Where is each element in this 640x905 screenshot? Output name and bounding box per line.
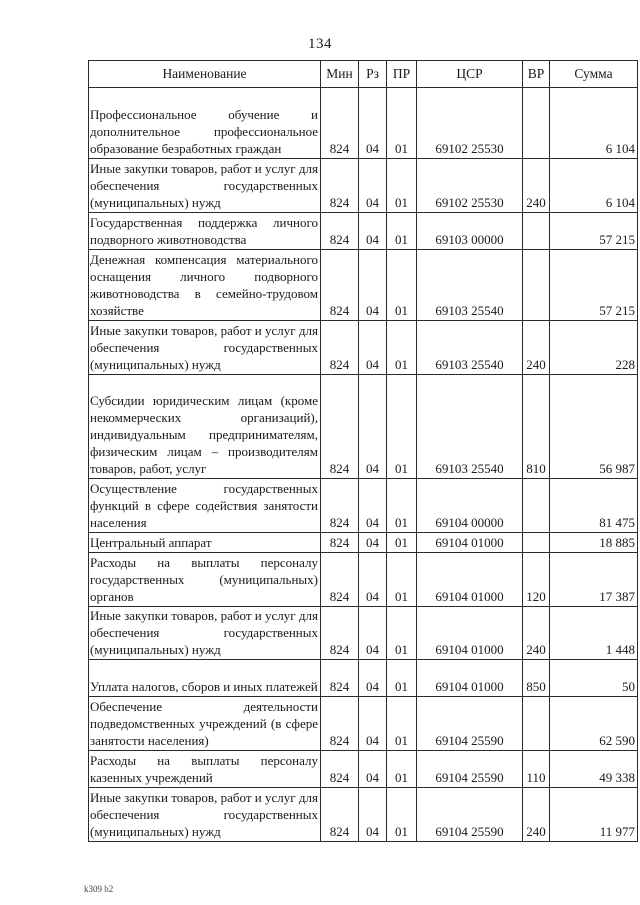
cell-vr [523,213,550,250]
header-sum: Сумма [550,61,638,88]
cell-pr: 01 [387,788,417,842]
cell-pr: 01 [387,660,417,697]
cell-rz: 04 [359,375,387,479]
cell-csr: 69103 00000 [417,213,523,250]
cell-rz: 04 [359,553,387,607]
cell-sum: 57 215 [550,250,638,321]
cell-name: Иные закупки товаров, работ и услуг для обеспечения государственных (муниципальных) нужд [89,159,321,213]
cell-name: Государственная поддержка личного подворного животноводства [89,213,321,250]
cell-rz: 04 [359,697,387,751]
cell-rz: 04 [359,159,387,213]
cell-rz: 04 [359,250,387,321]
cell-min: 824 [321,159,359,213]
table-row [89,213,638,250]
cell-vr: 120 [523,553,550,607]
cell-sum: 50 [550,660,638,697]
cell-csr: 69103 25540 [417,375,523,479]
cell-pr: 01 [387,533,417,553]
cell-name: Расходы на выплаты персоналу казенных учреждений [89,751,321,788]
cell-vr [523,88,550,159]
table-row [89,479,638,533]
cell-sum: 62 590 [550,697,638,751]
cell-sum: 1 448 [550,607,638,660]
cell-csr: 69103 25540 [417,250,523,321]
cell-pr: 01 [387,553,417,607]
cell-name: Иные закупки товаров, работ и услуг для обеспечения государственных (муниципальных) нужд [89,607,321,660]
cell-name: Центральный аппарат [89,533,321,553]
cell-name: Субсидии юридическим лицам (кроме некоммерческих организаций), индивидуальным предпринимателям, физическим лицам – производителям товаров, работ, услуг [89,375,321,479]
cell-csr: 69104 25590 [417,697,523,751]
cell-sum: 18 885 [550,533,638,553]
cell-name: Денежная компенсация материального оснащения личного подворного животноводства в семейно-трудовом хозяйстве [89,250,321,321]
cell-vr: 240 [523,788,550,842]
cell-csr: 69104 00000 [417,479,523,533]
cell-min: 824 [321,321,359,375]
cell-vr [523,250,550,321]
cell-sum: 81 475 [550,479,638,533]
header-min: Мин [321,61,359,88]
cell-name: Иные закупки товаров, работ и услуг для обеспечения государственных (муниципальных) нужд [89,788,321,842]
cell-csr: 69104 01000 [417,660,523,697]
cell-vr [523,697,550,751]
page-number: 134 [308,36,332,52]
table-row [89,250,638,321]
cell-sum: 49 338 [550,751,638,788]
table-row [89,375,638,479]
cell-csr: 69102 25530 [417,88,523,159]
cell-rz: 04 [359,321,387,375]
cell-min: 824 [321,213,359,250]
header-row [89,61,638,88]
cell-name: Осуществление государственных функций в сфере содействия занятости населения [89,479,321,533]
cell-csr: 69104 25590 [417,788,523,842]
cell-name: Уплата налогов, сборов и иных платежей [89,660,321,697]
cell-min: 824 [321,375,359,479]
header-name: Наименование [89,61,321,88]
cell-vr [523,533,550,553]
cell-pr: 01 [387,607,417,660]
cell-vr: 240 [523,607,550,660]
cell-pr: 01 [387,375,417,479]
cell-pr: 01 [387,213,417,250]
cell-pr: 01 [387,88,417,159]
cell-min: 824 [321,660,359,697]
header-csr: ЦСР [417,61,523,88]
header-pr: ПР [387,61,417,88]
header-vr: ВР [523,61,550,88]
cell-sum: 11 977 [550,788,638,842]
budget-table [88,60,638,842]
cell-rz: 04 [359,479,387,533]
cell-name: Обеспечение деятельности подведомственных учреждений (в сфере занятости населения) [89,697,321,751]
cell-csr: 69104 01000 [417,607,523,660]
cell-min: 824 [321,697,359,751]
cell-pr: 01 [387,751,417,788]
table-row [89,553,638,607]
cell-csr: 69103 25540 [417,321,523,375]
cell-vr: 110 [523,751,550,788]
cell-csr: 69104 01000 [417,533,523,553]
cell-csr: 69102 25530 [417,159,523,213]
table-row [89,159,638,213]
table-row [89,533,638,553]
cell-min: 824 [321,751,359,788]
cell-min: 824 [321,88,359,159]
cell-vr [523,479,550,533]
cell-csr: 69104 01000 [417,553,523,607]
cell-csr: 69104 25590 [417,751,523,788]
cell-pr: 01 [387,321,417,375]
table-row [89,607,638,660]
cell-name: Иные закупки товаров, работ и услуг для обеспечения государственных (муниципальных) нужд [89,321,321,375]
cell-rz: 04 [359,88,387,159]
cell-name: Расходы на выплаты персоналу государственных (муниципальных) органов [89,553,321,607]
cell-rz: 04 [359,213,387,250]
cell-pr: 01 [387,697,417,751]
cell-min: 824 [321,553,359,607]
table-row [89,697,638,751]
cell-min: 824 [321,788,359,842]
cell-sum: 228 [550,321,638,375]
cell-pr: 01 [387,479,417,533]
cell-sum: 17 387 [550,553,638,607]
cell-sum: 56 987 [550,375,638,479]
table-body [89,88,638,842]
cell-rz: 04 [359,788,387,842]
cell-min: 824 [321,533,359,553]
table-row [89,660,638,697]
cell-rz: 04 [359,533,387,553]
cell-name: Профессиональное обучение и дополнительное профессиональное образование безработных граждан [89,88,321,159]
table-header [89,61,638,88]
cell-vr: 810 [523,375,550,479]
cell-min: 824 [321,607,359,660]
table-row [89,751,638,788]
cell-pr: 01 [387,250,417,321]
cell-rz: 04 [359,751,387,788]
cell-rz: 04 [359,660,387,697]
cell-vr: 850 [523,660,550,697]
table-row [89,321,638,375]
cell-vr: 240 [523,159,550,213]
cell-min: 824 [321,479,359,533]
table-row [89,788,638,842]
table-row [89,88,638,159]
header-rz: Рз [359,61,387,88]
cell-sum: 57 215 [550,213,638,250]
cell-min: 824 [321,250,359,321]
footer-code: k309 b2 [84,884,114,894]
cell-sum: 6 104 [550,88,638,159]
cell-sum: 6 104 [550,159,638,213]
cell-rz: 04 [359,607,387,660]
cell-pr: 01 [387,159,417,213]
cell-vr: 240 [523,321,550,375]
